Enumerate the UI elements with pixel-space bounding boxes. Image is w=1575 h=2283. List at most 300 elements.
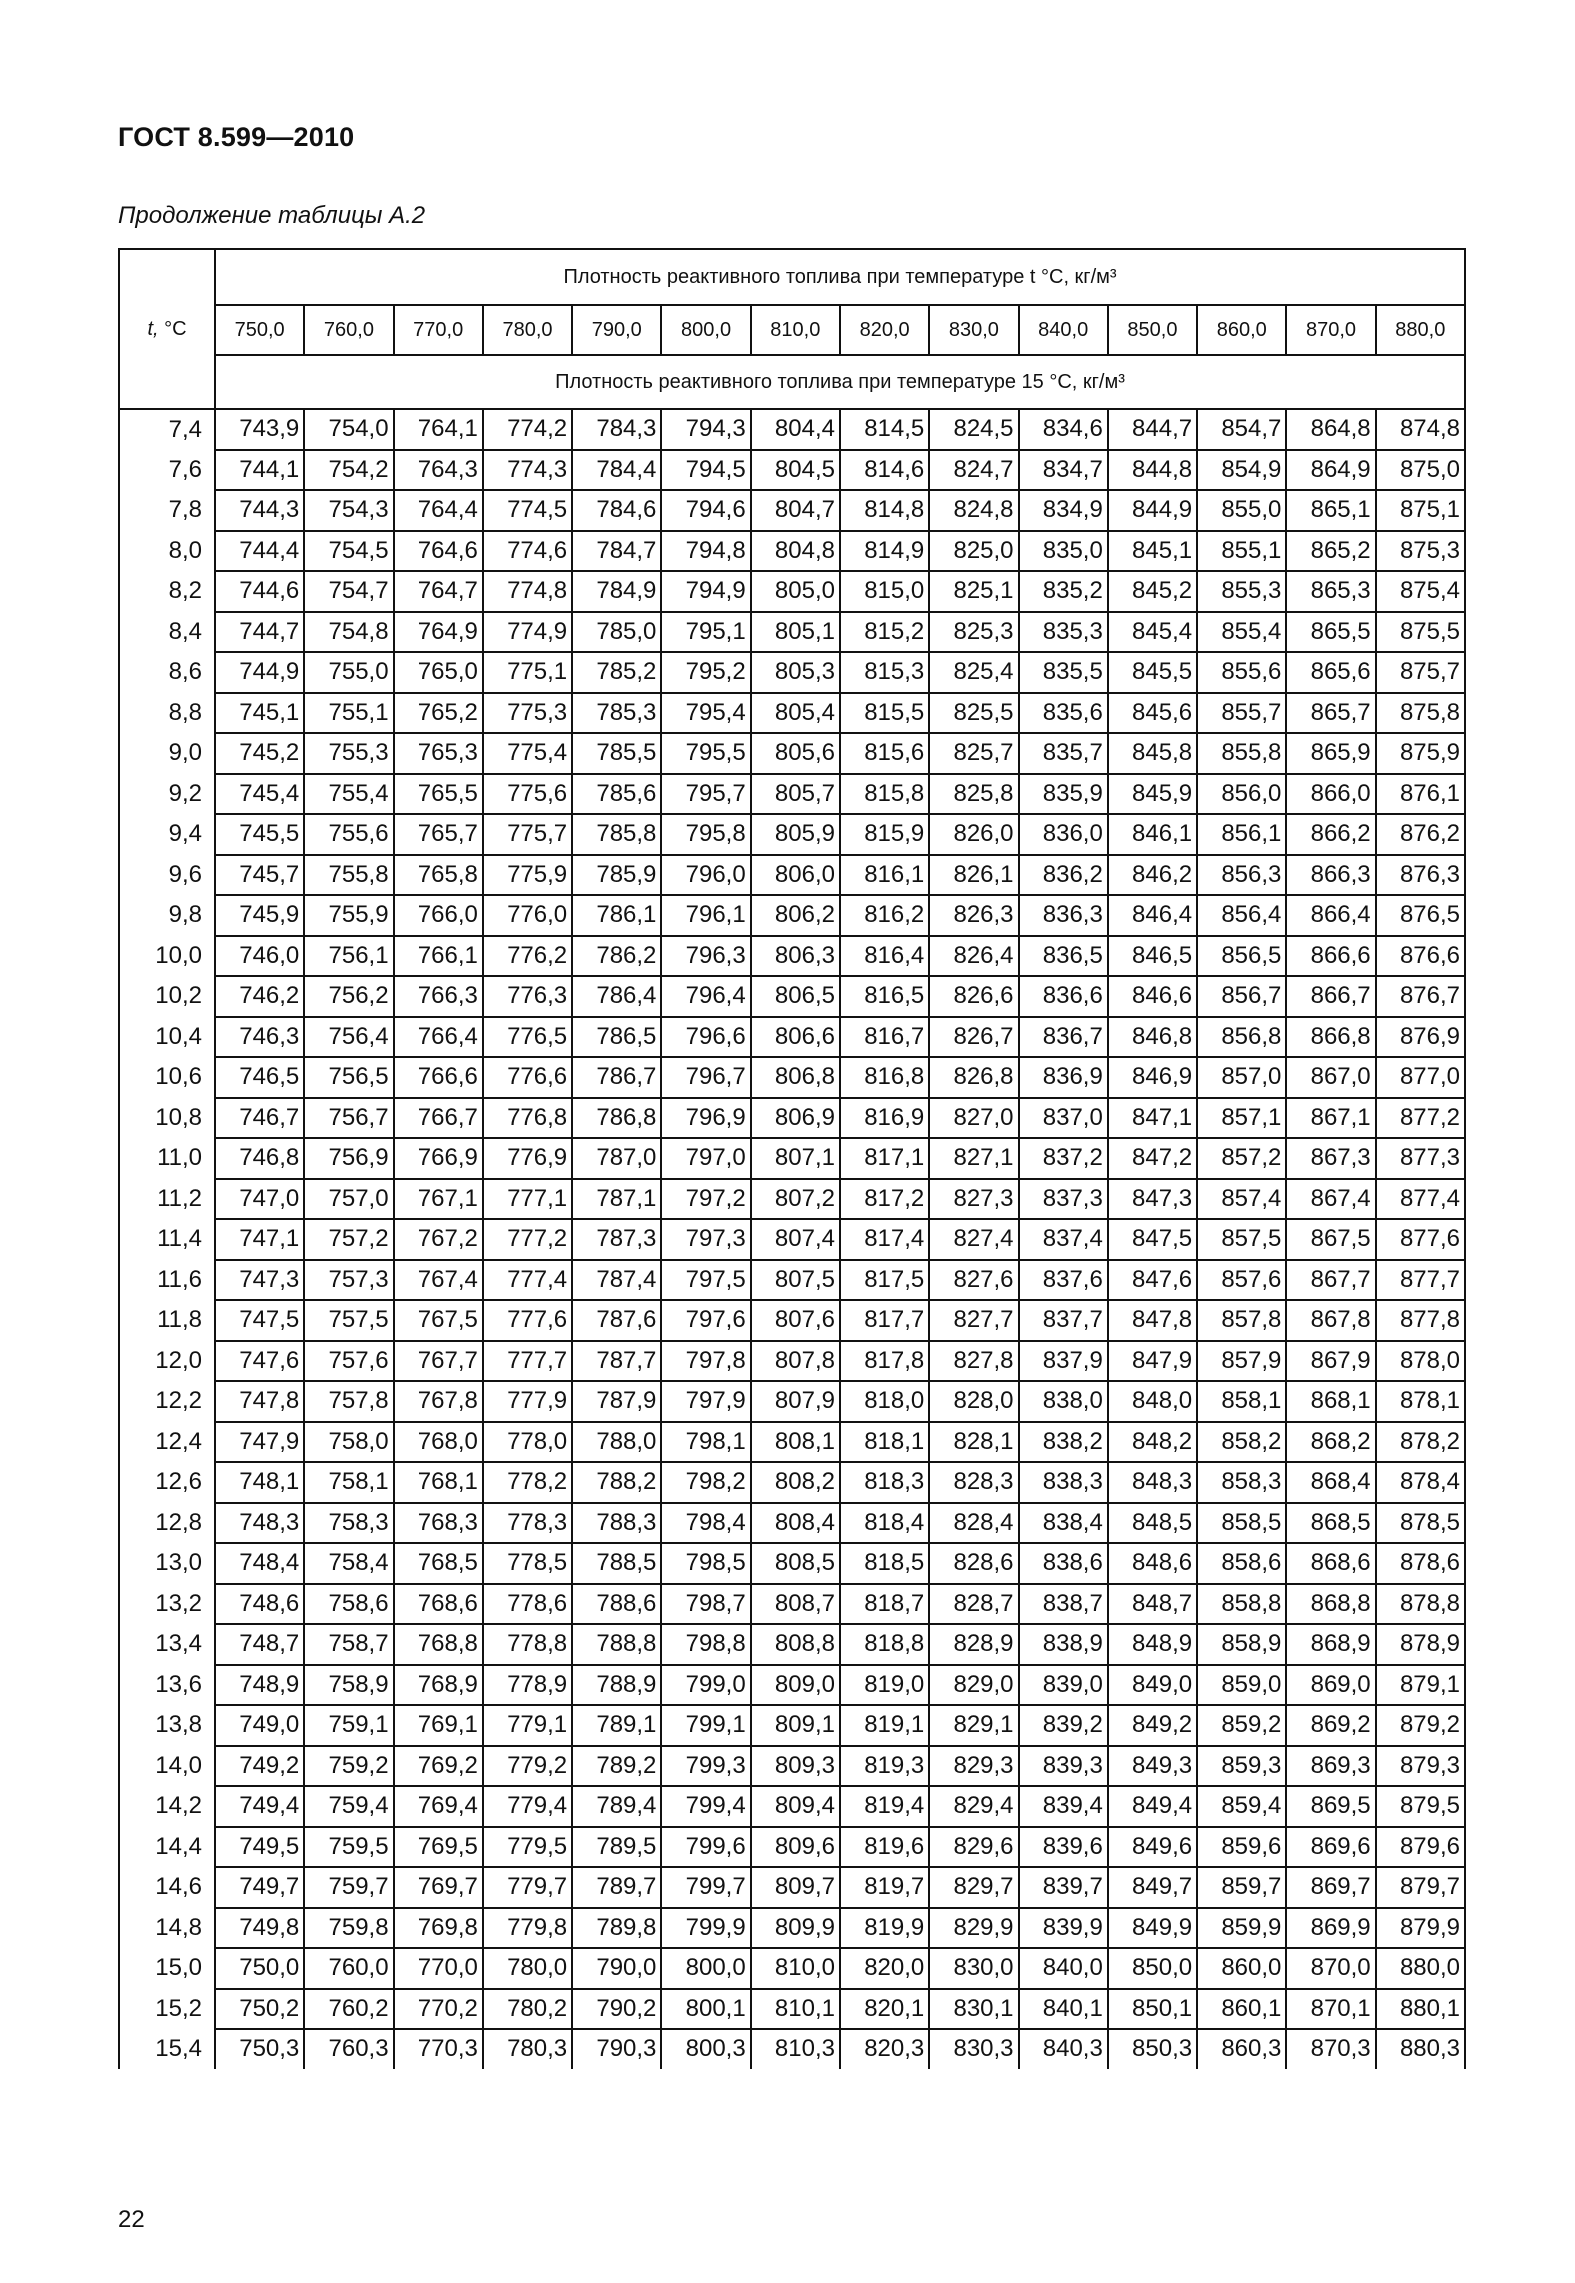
density-cell: 817,7 bbox=[840, 1300, 929, 1341]
temperature-cell: 9,6 bbox=[119, 855, 215, 896]
density-cell: 837,9 bbox=[1019, 1341, 1108, 1382]
density-cell: 835,6 bbox=[1019, 693, 1108, 734]
density-column-header: 790,0 bbox=[572, 305, 661, 355]
density-cell: 775,4 bbox=[483, 733, 572, 774]
density-cell: 868,6 bbox=[1286, 1543, 1375, 1584]
density-cell: 804,7 bbox=[751, 490, 840, 531]
table-row bbox=[119, 1624, 1465, 1665]
density-cell: 875,1 bbox=[1376, 490, 1465, 531]
temperature-cell: 15,4 bbox=[119, 2029, 215, 2069]
density-cell: 879,6 bbox=[1376, 1827, 1465, 1868]
temperature-cell: 7,6 bbox=[119, 450, 215, 491]
table-row bbox=[119, 1908, 1465, 1949]
density-cell: 798,5 bbox=[661, 1543, 750, 1584]
density-cell: 806,5 bbox=[751, 976, 840, 1017]
density-cell: 756,7 bbox=[304, 1098, 393, 1139]
density-cell: 750,2 bbox=[215, 1989, 304, 2030]
density-cell: 867,5 bbox=[1286, 1219, 1375, 1260]
density-cell: 840,3 bbox=[1019, 2029, 1108, 2069]
density-cell: 750,0 bbox=[215, 1948, 304, 1989]
density-cell: 836,2 bbox=[1019, 855, 1108, 896]
density-cell: 839,6 bbox=[1019, 1827, 1108, 1868]
density-cell: 756,5 bbox=[304, 1057, 393, 1098]
density-cell: 806,6 bbox=[751, 1017, 840, 1058]
density-cell: 756,1 bbox=[304, 936, 393, 977]
density-cell: 836,3 bbox=[1019, 895, 1108, 936]
density-cell: 789,2 bbox=[572, 1746, 661, 1787]
density-cell: 814,8 bbox=[840, 490, 929, 531]
temperature-cell: 15,2 bbox=[119, 1989, 215, 2030]
density-cell: 857,1 bbox=[1197, 1098, 1286, 1139]
density-cell: 836,6 bbox=[1019, 976, 1108, 1017]
density-cell: 848,6 bbox=[1108, 1543, 1197, 1584]
density-cell: 867,1 bbox=[1286, 1098, 1375, 1139]
density-cell: 840,1 bbox=[1019, 1989, 1108, 2030]
density-cell: 788,0 bbox=[572, 1422, 661, 1463]
density-cell: 814,6 bbox=[840, 450, 929, 491]
density-cell: 829,9 bbox=[929, 1908, 1018, 1949]
temperature-cell: 9,2 bbox=[119, 774, 215, 815]
density-cell: 810,1 bbox=[751, 1989, 840, 2030]
density-cell: 754,2 bbox=[304, 450, 393, 491]
density-cell: 875,3 bbox=[1376, 531, 1465, 572]
density-cell: 865,5 bbox=[1286, 612, 1375, 653]
density-column-header: 870,0 bbox=[1286, 305, 1375, 355]
density-cell: 807,4 bbox=[751, 1219, 840, 1260]
density-cell: 835,0 bbox=[1019, 531, 1108, 572]
density-cell: 788,6 bbox=[572, 1584, 661, 1625]
density-cell: 756,9 bbox=[304, 1138, 393, 1179]
table-row bbox=[119, 2029, 1465, 2069]
density-cell: 779,7 bbox=[483, 1867, 572, 1908]
density-cell: 796,0 bbox=[661, 855, 750, 896]
table-header bbox=[119, 249, 1465, 409]
density-cell: 818,0 bbox=[840, 1381, 929, 1422]
table-row bbox=[119, 1098, 1465, 1139]
density-cell: 848,0 bbox=[1108, 1381, 1197, 1422]
table-row bbox=[119, 1381, 1465, 1422]
density-cell: 859,6 bbox=[1197, 1827, 1286, 1868]
density-cell: 840,0 bbox=[1019, 1948, 1108, 1989]
density-cell: 745,5 bbox=[215, 814, 304, 855]
density-cell: 810,3 bbox=[751, 2029, 840, 2069]
density-cell: 789,1 bbox=[572, 1705, 661, 1746]
density-cell: 794,8 bbox=[661, 531, 750, 572]
density-cell: 769,8 bbox=[394, 1908, 483, 1949]
density-cell: 780,0 bbox=[483, 1948, 572, 1989]
density-column-header: 770,0 bbox=[394, 305, 483, 355]
density-cell: 878,2 bbox=[1376, 1422, 1465, 1463]
density-cell: 826,1 bbox=[929, 855, 1018, 896]
density-cell: 846,5 bbox=[1108, 936, 1197, 977]
density-cell: 784,4 bbox=[572, 450, 661, 491]
density-cell: 794,5 bbox=[661, 450, 750, 491]
density-cell: 817,2 bbox=[840, 1179, 929, 1220]
table-row bbox=[119, 409, 1465, 450]
density-cell: 787,6 bbox=[572, 1300, 661, 1341]
density-cell: 809,3 bbox=[751, 1746, 840, 1787]
density-cell: 778,2 bbox=[483, 1462, 572, 1503]
density-cell: 797,3 bbox=[661, 1219, 750, 1260]
density-cell: 845,4 bbox=[1108, 612, 1197, 653]
table-row bbox=[119, 1665, 1465, 1706]
density-cell: 750,3 bbox=[215, 2029, 304, 2069]
density-cell: 775,3 bbox=[483, 693, 572, 734]
temperature-cell: 9,4 bbox=[119, 814, 215, 855]
density-cell: 828,3 bbox=[929, 1462, 1018, 1503]
density-cell: 856,5 bbox=[1197, 936, 1286, 977]
density-cell: 855,1 bbox=[1197, 531, 1286, 572]
density-cell: 760,3 bbox=[304, 2029, 393, 2069]
density-cell: 790,2 bbox=[572, 1989, 661, 2030]
density-cell: 866,3 bbox=[1286, 855, 1375, 896]
density-cell: 857,2 bbox=[1197, 1138, 1286, 1179]
density-cell: 785,0 bbox=[572, 612, 661, 653]
density-cell: 857,9 bbox=[1197, 1341, 1286, 1382]
density-cell: 815,5 bbox=[840, 693, 929, 734]
density-cell: 879,3 bbox=[1376, 1746, 1465, 1787]
density-cell: 856,7 bbox=[1197, 976, 1286, 1017]
density-cell: 765,2 bbox=[394, 693, 483, 734]
density-cell: 797,0 bbox=[661, 1138, 750, 1179]
density-cell: 859,2 bbox=[1197, 1705, 1286, 1746]
density-cell: 838,3 bbox=[1019, 1462, 1108, 1503]
density-cell: 857,6 bbox=[1197, 1260, 1286, 1301]
density-cell: 838,6 bbox=[1019, 1543, 1108, 1584]
density-cell: 878,6 bbox=[1376, 1543, 1465, 1584]
density-cell: 878,5 bbox=[1376, 1503, 1465, 1544]
density-cell: 819,7 bbox=[840, 1867, 929, 1908]
density-cell: 867,7 bbox=[1286, 1260, 1375, 1301]
density-cell: 746,3 bbox=[215, 1017, 304, 1058]
density-cell: 806,2 bbox=[751, 895, 840, 936]
density-cell: 824,8 bbox=[929, 490, 1018, 531]
density-cell: 878,0 bbox=[1376, 1341, 1465, 1382]
density-cell: 814,5 bbox=[840, 409, 929, 450]
density-cell: 876,6 bbox=[1376, 936, 1465, 977]
density-cell: 876,3 bbox=[1376, 855, 1465, 896]
density-cell: 875,9 bbox=[1376, 733, 1465, 774]
density-cell: 747,6 bbox=[215, 1341, 304, 1382]
density-cell: 789,5 bbox=[572, 1827, 661, 1868]
temperature-cell: 8,6 bbox=[119, 652, 215, 693]
density-cell: 778,8 bbox=[483, 1624, 572, 1665]
density-cell: 869,0 bbox=[1286, 1665, 1375, 1706]
density-cell: 839,9 bbox=[1019, 1908, 1108, 1949]
density-cell: 858,1 bbox=[1197, 1381, 1286, 1422]
density-cell: 866,6 bbox=[1286, 936, 1375, 977]
table-row bbox=[119, 1786, 1465, 1827]
temperature-cell: 12,6 bbox=[119, 1462, 215, 1503]
density-cell: 820,1 bbox=[840, 1989, 929, 2030]
density-cell: 746,7 bbox=[215, 1098, 304, 1139]
t-label: t, bbox=[147, 317, 159, 340]
density-cell: 768,1 bbox=[394, 1462, 483, 1503]
density-cell: 766,6 bbox=[394, 1057, 483, 1098]
density-cell: 866,2 bbox=[1286, 814, 1375, 855]
table-row bbox=[119, 652, 1465, 693]
density-cell: 774,8 bbox=[483, 571, 572, 612]
density-cell: 856,3 bbox=[1197, 855, 1286, 896]
density-cell: 835,7 bbox=[1019, 733, 1108, 774]
density-cell: 847,5 bbox=[1108, 1219, 1197, 1260]
table-row bbox=[119, 936, 1465, 977]
density-cell: 759,1 bbox=[304, 1705, 393, 1746]
density-cell: 848,3 bbox=[1108, 1462, 1197, 1503]
density-cell: 809,0 bbox=[751, 1665, 840, 1706]
density-cell: 829,0 bbox=[929, 1665, 1018, 1706]
density-cell: 807,2 bbox=[751, 1179, 840, 1220]
density-cell: 779,2 bbox=[483, 1746, 572, 1787]
density-cell: 845,8 bbox=[1108, 733, 1197, 774]
density-cell: 808,2 bbox=[751, 1462, 840, 1503]
density-cell: 845,9 bbox=[1108, 774, 1197, 815]
density-cell: 845,6 bbox=[1108, 693, 1197, 734]
density-cell: 790,0 bbox=[572, 1948, 661, 1989]
density-cell: 855,3 bbox=[1197, 571, 1286, 612]
density-cell: 786,8 bbox=[572, 1098, 661, 1139]
density-cell: 825,3 bbox=[929, 612, 1018, 653]
density-cell: 754,3 bbox=[304, 490, 393, 531]
density-cell: 758,7 bbox=[304, 1624, 393, 1665]
density-cell: 825,0 bbox=[929, 531, 1018, 572]
density-cell: 828,9 bbox=[929, 1624, 1018, 1665]
density-cell: 875,5 bbox=[1376, 612, 1465, 653]
density-cell: 798,2 bbox=[661, 1462, 750, 1503]
density-cell: 826,8 bbox=[929, 1057, 1018, 1098]
density-cell: 799,1 bbox=[661, 1705, 750, 1746]
table-row bbox=[119, 531, 1465, 572]
density-cell: 775,1 bbox=[483, 652, 572, 693]
density-cell: 860,0 bbox=[1197, 1948, 1286, 1989]
density-cell: 748,1 bbox=[215, 1462, 304, 1503]
density-cell: 866,0 bbox=[1286, 774, 1375, 815]
density-cell: 877,2 bbox=[1376, 1098, 1465, 1139]
density-cell: 785,3 bbox=[572, 693, 661, 734]
density-cell: 838,4 bbox=[1019, 1503, 1108, 1544]
temperature-cell: 13,0 bbox=[119, 1543, 215, 1584]
density-cell: 757,3 bbox=[304, 1260, 393, 1301]
density-cell: 786,5 bbox=[572, 1017, 661, 1058]
density-cell: 767,7 bbox=[394, 1341, 483, 1382]
density-cell: 744,6 bbox=[215, 571, 304, 612]
density-cell: 807,6 bbox=[751, 1300, 840, 1341]
table-row bbox=[119, 693, 1465, 734]
density-cell: 876,2 bbox=[1376, 814, 1465, 855]
density-cell: 847,8 bbox=[1108, 1300, 1197, 1341]
density-cell: 784,3 bbox=[572, 409, 661, 450]
density-cell: 877,0 bbox=[1376, 1057, 1465, 1098]
document-code: ГОСТ 8.599—2010 bbox=[118, 122, 355, 152]
density-cell: 799,4 bbox=[661, 1786, 750, 1827]
density-cell: 817,8 bbox=[840, 1341, 929, 1382]
density-cell: 799,0 bbox=[661, 1665, 750, 1706]
density-cell: 769,7 bbox=[394, 1867, 483, 1908]
density-cell: 799,7 bbox=[661, 1867, 750, 1908]
density-cell: 816,4 bbox=[840, 936, 929, 977]
density-cell: 846,2 bbox=[1108, 855, 1197, 896]
density-cell: 748,6 bbox=[215, 1584, 304, 1625]
density-cell: 824,5 bbox=[929, 409, 1018, 450]
temperature-cell: 13,4 bbox=[119, 1624, 215, 1665]
density-cell: 788,2 bbox=[572, 1462, 661, 1503]
density-cell: 790,3 bbox=[572, 2029, 661, 2069]
density-cell: 766,0 bbox=[394, 895, 483, 936]
density-cell: 855,8 bbox=[1197, 733, 1286, 774]
density-cell: 805,3 bbox=[751, 652, 840, 693]
density-cell: 805,6 bbox=[751, 733, 840, 774]
density-cell: 825,7 bbox=[929, 733, 1018, 774]
density-cell: 795,5 bbox=[661, 733, 750, 774]
density-cell: 757,5 bbox=[304, 1300, 393, 1341]
density-cell: 768,3 bbox=[394, 1503, 483, 1544]
density-table bbox=[118, 248, 1466, 2069]
density-cell: 769,2 bbox=[394, 1746, 483, 1787]
density-cell: 868,1 bbox=[1286, 1381, 1375, 1422]
density-cell: 768,0 bbox=[394, 1422, 483, 1463]
table-row bbox=[119, 1543, 1465, 1584]
density-table-container bbox=[118, 248, 1466, 2069]
density-cell: 855,4 bbox=[1197, 612, 1286, 653]
density-cell: 768,8 bbox=[394, 1624, 483, 1665]
density-column-values-row bbox=[119, 305, 1465, 355]
density-cell: 868,4 bbox=[1286, 1462, 1375, 1503]
table-row bbox=[119, 855, 1465, 896]
density-cell: 749,0 bbox=[215, 1705, 304, 1746]
density-cell: 764,4 bbox=[394, 490, 483, 531]
density-cell: 835,2 bbox=[1019, 571, 1108, 612]
density-cell: 788,5 bbox=[572, 1543, 661, 1584]
table-row bbox=[119, 814, 1465, 855]
density-cell: 829,6 bbox=[929, 1827, 1018, 1868]
density-cell: 785,5 bbox=[572, 733, 661, 774]
density-cell: 848,2 bbox=[1108, 1422, 1197, 1463]
density-cell: 856,1 bbox=[1197, 814, 1286, 855]
temperature-cell: 12,4 bbox=[119, 1422, 215, 1463]
density-cell: 847,2 bbox=[1108, 1138, 1197, 1179]
density-cell: 778,9 bbox=[483, 1665, 572, 1706]
density-cell: 829,4 bbox=[929, 1786, 1018, 1827]
density-cell: 835,9 bbox=[1019, 774, 1108, 815]
density-cell: 746,8 bbox=[215, 1138, 304, 1179]
density-cell: 830,1 bbox=[929, 1989, 1018, 2030]
density-cell: 784,9 bbox=[572, 571, 661, 612]
density-cell: 865,9 bbox=[1286, 733, 1375, 774]
density-cell: 839,2 bbox=[1019, 1705, 1108, 1746]
density-cell: 828,7 bbox=[929, 1584, 1018, 1625]
density-cell: 799,3 bbox=[661, 1746, 750, 1787]
density-cell: 798,4 bbox=[661, 1503, 750, 1544]
density-cell: 788,8 bbox=[572, 1624, 661, 1665]
density-cell: 867,4 bbox=[1286, 1179, 1375, 1220]
density-cell: 755,9 bbox=[304, 895, 393, 936]
density-cell: 797,6 bbox=[661, 1300, 750, 1341]
density-cell: 779,8 bbox=[483, 1908, 572, 1949]
density-cell: 815,3 bbox=[840, 652, 929, 693]
density-cell: 816,8 bbox=[840, 1057, 929, 1098]
density-cell: 878,8 bbox=[1376, 1584, 1465, 1625]
density-cell: 818,8 bbox=[840, 1624, 929, 1665]
table-row bbox=[119, 1260, 1465, 1301]
density-cell: 836,0 bbox=[1019, 814, 1108, 855]
density-cell: 869,2 bbox=[1286, 1705, 1375, 1746]
density-cell: 837,0 bbox=[1019, 1098, 1108, 1139]
density-cell: 755,8 bbox=[304, 855, 393, 896]
density-cell: 806,0 bbox=[751, 855, 840, 896]
density-cell: 796,7 bbox=[661, 1057, 750, 1098]
density-cell: 776,3 bbox=[483, 976, 572, 1017]
density-cell: 869,3 bbox=[1286, 1746, 1375, 1787]
density-column-header: 820,0 bbox=[840, 305, 929, 355]
density-cell: 778,3 bbox=[483, 1503, 572, 1544]
density-cell: 849,2 bbox=[1108, 1705, 1197, 1746]
density-cell: 774,6 bbox=[483, 531, 572, 572]
temperature-cell: 8,2 bbox=[119, 571, 215, 612]
density-cell: 759,2 bbox=[304, 1746, 393, 1787]
density-cell: 754,7 bbox=[304, 571, 393, 612]
table-row bbox=[119, 490, 1465, 531]
density-cell: 868,9 bbox=[1286, 1624, 1375, 1665]
density-cell: 769,4 bbox=[394, 1786, 483, 1827]
table-row bbox=[119, 1867, 1465, 1908]
density-cell: 809,7 bbox=[751, 1867, 840, 1908]
density-cell: 757,0 bbox=[304, 1179, 393, 1220]
t-unit-label: °C bbox=[158, 317, 187, 340]
density-cell: 846,1 bbox=[1108, 814, 1197, 855]
density-cell: 795,2 bbox=[661, 652, 750, 693]
density-cell: 859,0 bbox=[1197, 1665, 1286, 1706]
density-cell: 769,1 bbox=[394, 1705, 483, 1746]
density-cell: 816,1 bbox=[840, 855, 929, 896]
density-cell: 775,9 bbox=[483, 855, 572, 896]
density-cell: 865,1 bbox=[1286, 490, 1375, 531]
density-cell: 786,7 bbox=[572, 1057, 661, 1098]
density-cell: 819,0 bbox=[840, 1665, 929, 1706]
density-cell: 830,0 bbox=[929, 1948, 1018, 1989]
density-cell: 806,3 bbox=[751, 936, 840, 977]
temperature-cell: 9,0 bbox=[119, 733, 215, 774]
density-cell: 805,0 bbox=[751, 571, 840, 612]
table-row bbox=[119, 1057, 1465, 1098]
density-cell: 749,5 bbox=[215, 1827, 304, 1868]
table-row bbox=[119, 1462, 1465, 1503]
density-cell: 807,9 bbox=[751, 1381, 840, 1422]
density-cell: 827,4 bbox=[929, 1219, 1018, 1260]
density-cell: 777,1 bbox=[483, 1179, 572, 1220]
temperature-cell: 10,6 bbox=[119, 1057, 215, 1098]
density-cell: 879,7 bbox=[1376, 1867, 1465, 1908]
density-cell: 747,3 bbox=[215, 1260, 304, 1301]
density-cell: 864,8 bbox=[1286, 409, 1375, 450]
density-cell: 877,3 bbox=[1376, 1138, 1465, 1179]
density-cell: 777,9 bbox=[483, 1381, 572, 1422]
table-row bbox=[119, 1138, 1465, 1179]
density-cell: 749,2 bbox=[215, 1746, 304, 1787]
density-cell: 876,9 bbox=[1376, 1017, 1465, 1058]
density-cell: 755,6 bbox=[304, 814, 393, 855]
density-cell: 776,0 bbox=[483, 895, 572, 936]
density-cell: 774,9 bbox=[483, 612, 572, 653]
density-cell: 859,4 bbox=[1197, 1786, 1286, 1827]
density-cell: 837,4 bbox=[1019, 1219, 1108, 1260]
density-cell: 846,8 bbox=[1108, 1017, 1197, 1058]
density-cell: 835,5 bbox=[1019, 652, 1108, 693]
density-column-header: 830,0 bbox=[929, 305, 1018, 355]
density-cell: 748,9 bbox=[215, 1665, 304, 1706]
density-cell: 838,9 bbox=[1019, 1624, 1108, 1665]
density-cell: 755,3 bbox=[304, 733, 393, 774]
density-cell: 857,5 bbox=[1197, 1219, 1286, 1260]
